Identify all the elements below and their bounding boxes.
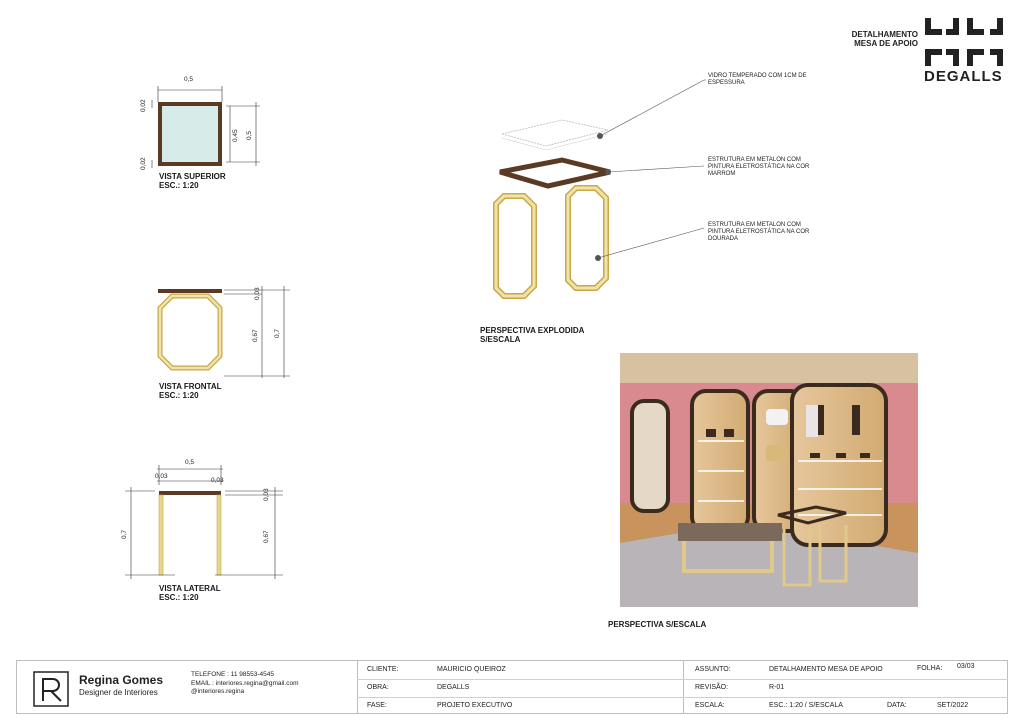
dim-frame-bottom: 0,02 [140, 157, 147, 170]
callout-gold-frame: ESTRUTURA EM METALON COM PINTURA ELETROSTÁTICA NA COR DOURADA [708, 222, 810, 242]
callout-glass: VIDRO TEMPERADO COM 1CM DE ESPESSURA [708, 73, 807, 86]
revisao-label: REVISÃO: [695, 684, 729, 691]
brand-name: DEGALLS [924, 68, 1003, 85]
designer-instagram: @interiores.regina [191, 688, 245, 695]
folha-label: FOLHA: [917, 665, 943, 672]
dim-top: 0,03 [254, 287, 261, 300]
exploded-label: PERSPECTIVA EXPLODIDA S/ESCALA [480, 326, 585, 344]
dim-width: 0,5 [184, 76, 194, 83]
data-value: SET/2022 [937, 702, 969, 709]
vista-frontal-drawing [150, 280, 300, 380]
dim-total: 0,7 [274, 328, 281, 338]
exploded-perspective-drawing [490, 70, 850, 310]
designer-role: Designer de Interiores [79, 688, 158, 697]
obra-value: DEGALLS [437, 684, 470, 691]
callout-brown-frame: ESTRUTURA EM METALON COM PINTURA ELETROSTÁTICA NA COR MARROM [708, 157, 810, 177]
dim-total: 0,7 [121, 529, 128, 539]
degalls-logo [922, 14, 1006, 84]
designer-email: EMAIL : interiores.regina@gmail.com [191, 680, 299, 687]
assunto-value: DETALHAMENTO MESA DE APOIO [769, 666, 883, 673]
fase-value: PROJETO EXECUTIVO [437, 702, 513, 709]
title-block [16, 660, 1008, 714]
escala-label: ESCALA: [695, 702, 725, 709]
render-label: PERSPECTIVA S/ESCALA [608, 620, 707, 629]
cliente-value: MAURICIO QUEIROZ [437, 666, 506, 673]
dim-inner: 0,45 [232, 129, 239, 142]
dim-frame-top: 0,02 [140, 99, 147, 112]
dim-top: 0,03 [263, 488, 270, 501]
cliente-label: CLIENTE: [367, 666, 399, 673]
escala-value: ESC.: 1:20 / S/ESCALA [769, 702, 843, 709]
vista-superior-label: VISTA SUPERIOR ESC.: 1:20 [159, 172, 226, 190]
revisao-value: R-01 [769, 684, 785, 691]
designer-phone: TELEFONE : 11 98553-4545 [191, 671, 274, 678]
fase-label: FASE: [367, 702, 387, 709]
dim-total: 0,5 [246, 130, 253, 140]
store-render-image [620, 353, 918, 607]
dim-width: 0,5 [185, 459, 195, 466]
obra-label: OBRA: [367, 684, 389, 691]
dim-left-thickness: 0,03 [155, 473, 168, 480]
vista-lateral-label: VISTA LATERAL ESC.: 1:20 [159, 584, 221, 602]
designer-name: Regina Gomes [79, 673, 164, 687]
folha-value: 03/03 [957, 663, 975, 670]
designer-logo-icon [33, 671, 69, 707]
dim-right-thickness: 0,03 [211, 477, 224, 484]
sheet-title: DETALHAMENTO MESA DE APOIO [851, 30, 918, 48]
dim-leg: 0,67 [252, 329, 259, 342]
vista-lateral-drawing [115, 455, 295, 585]
assunto-label: ASSUNTO: [695, 666, 731, 673]
data-label: DATA: [887, 702, 907, 709]
vista-frontal-label: VISTA FRONTAL ESC.: 1:20 [159, 382, 222, 400]
dim-leg: 0,67 [263, 530, 270, 543]
